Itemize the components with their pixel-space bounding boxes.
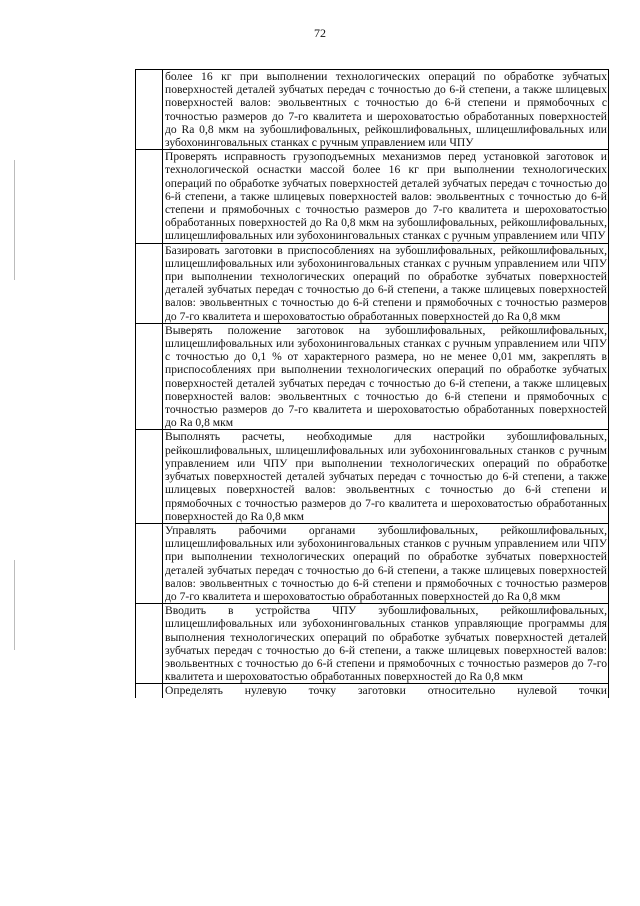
empty-cell (136, 604, 163, 684)
table-row (136, 430, 609, 523)
empty-cell (136, 523, 163, 603)
empty-cell (136, 684, 163, 698)
table-row (136, 323, 609, 430)
table-cell-text: Выверять положение заготовок на зубошлифовальных, рейкошлифовальных, шлицешлифовальных или зубохонинговальных станках с ручным управлением или ЧПУ с точностью до 0,1 % от характерного размера, но не менее 0,01 мм, закреплять в приспособлениях при выполнении технологических операций по обработке зубчатых поверхностей деталей зубчатых передач с точностью до 6-й степени, а также шлицевых поверхностей валов: эвольвентных с точностью до 6-й степени и прямобочных с точностью размеров до 7-го квалитета и шероховатостью обработанных поверхностей до Ra 0,8 мкм (163, 323, 609, 430)
table-cell-text: Вводить в устройства ЧПУ зубошлифовальных, рейкошлифовальных, шлицешлифовальных или зубохонинговальных станков управляющие программы для выполнения технологических операций по обработке зубчатых поверхностей деталей зубчатых передач с точностью до 6-й степени, а также шлицевых поверхностей валов: эвольвентных с точностью до 6-й степени и прямобочных с точностью размеров до 7-го квалитета и шероховатостью обработанных поверхностей до Ra 0,8 мкм (163, 604, 609, 684)
table-row (136, 70, 609, 150)
requirements-table (135, 69, 609, 698)
page-number: 72 (314, 26, 326, 40)
empty-cell (136, 150, 163, 243)
empty-cell (136, 323, 163, 430)
table-row (136, 150, 609, 243)
empty-cell (136, 243, 163, 323)
table-cell-text: более 16 кг при выполнении технологических операций по обработке зубчатых поверхностей деталей зубчатых передач с точностью до 6-й степени, а также шлицевых поверхностей валов: эвольвентных с точностью до 6-й степени и прямобочных с точностью размеров до 7-го квалитета и шероховатостью обработанных поверхностей до Ra 0,8 мкм на зубошлифовальных, рейкошлифовальных, шлицешлифовальных или зубохонинговальных станках с ручным управлением или ЧПУ (163, 70, 609, 150)
table-cell-text: Управлять рабочими органами зубошлифовальных, рейкошлифовальных, шлицешлифовальных или зубохонинговальных станков с ручным управлением или ЧПУ при выполнении технологических операций по обработке зубчатых поверхностей деталей зубчатых передач с точностью до 6-й степени, а также шлицевых поверхностей валов: эвольвентных с точностью до 6-й степени и прямобочных с точностью размеров до 7-го квалитета и шероховатостью обработанных поверхностей до Ra 0,8 мкм (163, 523, 609, 603)
table-row (136, 243, 609, 323)
table-row (136, 523, 609, 603)
table-row (136, 684, 609, 698)
empty-cell (136, 430, 163, 523)
table-cell-text: Определять нулевую точку заготовки относительно нулевой точки (163, 684, 609, 698)
table-cell-text: Базировать заготовки в приспособлениях на зубошлифовальных, рейкошлифовальных, шлицешлифовальных или зубохонинговальных станках с ручным управлением или ЧПУ при выполнении технологических операций по обработке зубчатых поверхностей деталей зубчатых передач с точностью до 6-й степени, а также шлицевых поверхностей валов: эвольвентных с точностью до 6-й степени и прямобочных с точностью размеров до 7-го квалитета и шероховатостью обработанных поверхностей до Ra 0,8 мкм (163, 243, 609, 323)
table-cell-text: Выполнять расчеты, необходимые для настройки зубошлифовальных, рейкошлифовальных, шлицешлифовальных или зубохонинговальных станков с ручным управлением или ЧПУ при выполнении технологических операций по обработке зубчатых поверхностей деталей зубчатых передач с точностью до 6-й степени, а также шлицевых поверхностей валов: эвольвентных с точностью до 6-й степени и прямобочных с точностью размеров до 7-го квалитета и шероховатостью обработанных поверхностей до Ra 0,8 мкм (163, 430, 609, 523)
table-cell-text: Проверять исправность грузоподъемных механизмов перед установкой заготовок и технологической оснастки массой более 16 кг при выполнении технологических операций по обработке зубчатых поверхностей деталей зубчатых передач с точностью до 6-й степени, а также шлицевых поверхностей валов: эвольвентных с точностью до 6-й степени и прямобочных с точностью размеров до 7-го квалитета и шероховатостью обработанных поверхностей до Ra 0,8 мкм на зубошлифовальных, рейкошлифовальных, шлицешлифовальных или зубохонинговальных станках с ручным управлением или ЧПУ (163, 150, 609, 243)
scan-edge-mark (14, 560, 15, 650)
scan-edge-mark (14, 160, 15, 280)
table-row (136, 604, 609, 684)
empty-cell (136, 70, 163, 150)
